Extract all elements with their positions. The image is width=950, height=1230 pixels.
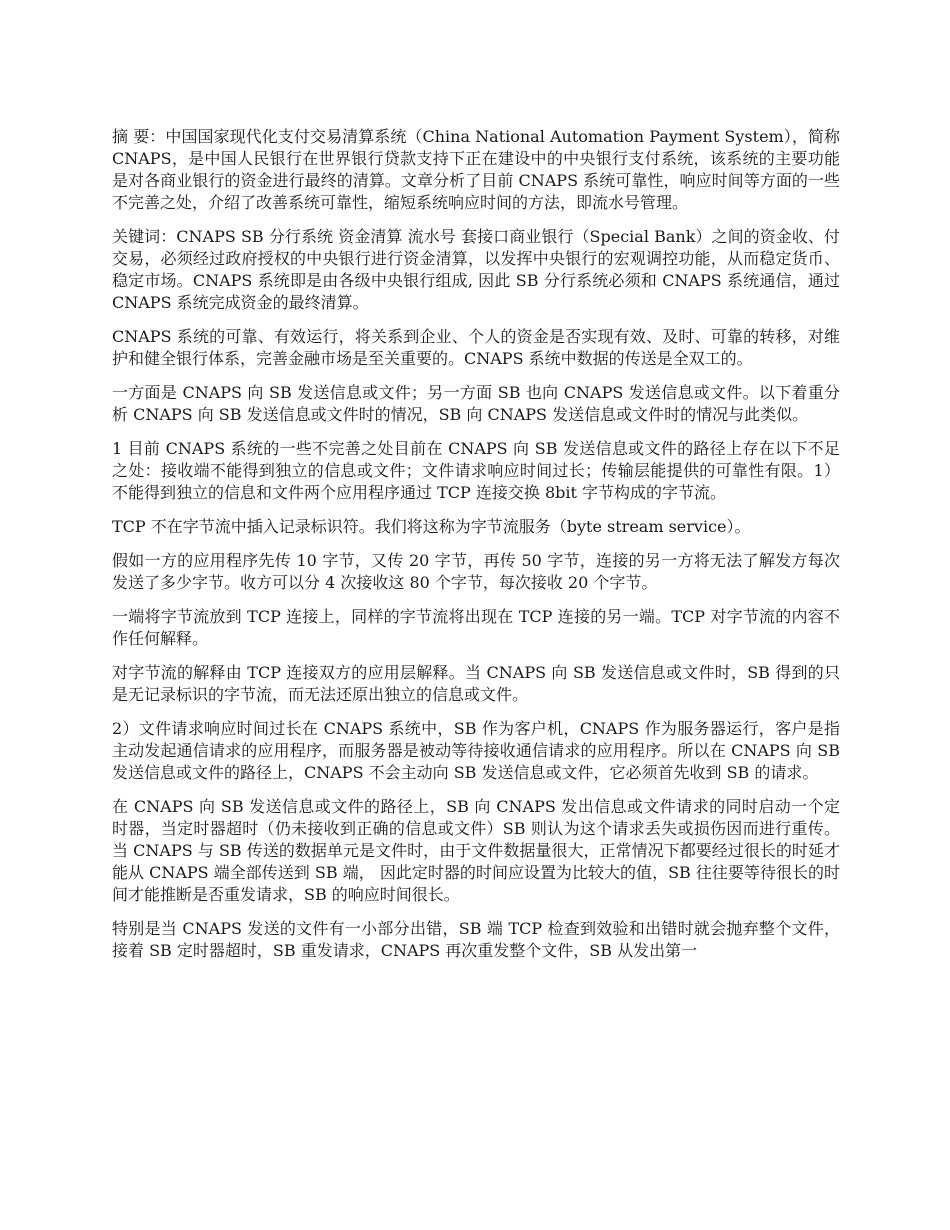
body-paragraph: 一端将字节流放到 TCP 连接上，同样的字节流将出现在 TCP 连接的另一端。TCP 对字节流的内容不作任何解释。 [112, 607, 840, 648]
body-paragraph: 对字节流的解释由 TCP 连接双方的应用层解释。当 CNAPS 向 SB 发送信息或文件时，SB 得到的只是无记录标识的字节流，而无法还原出独立的信息或文件。 [112, 663, 840, 704]
abstract-paragraph: 摘 要：中国国家现代化支付交易清算系统（China National Automation Payment System），简称 CNAPS，是中国人民银行在世界银行贷款支持下正在建设中的中央银行支付系统，该系统的主要功能是对各商业银行的资金进行最终的清算。文章分析了目前 CNAPS 系统可靠性，响应时间等方面的一些不完善之处，介绍了改善系统可靠性，缩短系统响应时间的方法，即流水号管理。 [112, 127, 840, 212]
body-paragraph: 2）文件请求响应时间过长在 CNAPS 系统中，SB 作为客户机，CNAPS 作为服务器运行，客户是指主动发起通信请求的应用程序，而服务器是被动等待接收通信请求的应用程序。所以在 CNAPS 向 SB 发送信息或文件的路径上，CNAPS 不会主动向 SB 发送信息或文件，它必须首先收到 SB 的请求。 [112, 719, 840, 782]
body-paragraph: TCP 不在字节流中插入记录标识符。我们将这称为字节流服务（byte stream service）。 [112, 517, 751, 536]
body-paragraph: 在 CNAPS 向 SB 发送信息或文件的路径上，SB 向 CNAPS 发出信息或文件请求的同时启动一个定时器，当定时器超时（仍未接收到正确的信息或文件）SB 则认为这个请求丢失或损伤因而进行重传。当 CNAPS 与 SB 传送的数据单元是文件时，由于文件数据量很大，正常情况下都要经过很长的时延才能从 CNAPS 端全部传送到 SB 端， 因此定时器的时间应设置为比较大的值，SB 往往要等待很长的时间才能推断是否重发请求，SB 的响应时间很长。 [112, 797, 840, 904]
body-paragraph: 1 目前 CNAPS 系统的一些不完善之处目前在 CNAPS 向 SB 发送信息或文件的路径上存在以下不足之处：接收端不能得到独立的信息或文件；文件请求响应时间过长；传输层能提供的可靠性有限。1） 不能得到独立的信息和文件两个应用程序通过 TCP 连接交换 8bit 字节构成的字节流。 [112, 439, 840, 502]
body-paragraph: 假如一方的应用程序先传 10 字节，又传 20 字节，再传 50 字节，连接的另一方将无法了解发方每次发送了多少字节。收方可以分 4 次接收这 80 个字节，每次接收 20 个字节。 [112, 551, 840, 592]
document-body [112, 126, 840, 974]
body-paragraph: CNAPS 系统的可靠、有效运行，将关系到企业、个人的资金是否实现有效、及时、可靠的转移，对维护和健全银行体系，完善金融市场是至关重要的。CNAPS 系统中数据的传送是全双工的。 [112, 327, 840, 368]
keywords-paragraph: 关键词：CNAPS SB 分行系统 资金清算 流水号 套接口商业银行（Special Bank）之间的资金收、付交易，必须经过政府授权的中央银行进行资金清算，以发挥中央银行的宏观调控功能，从而稳定货币、稳定市场。CNAPS 系统即是由各级中央银行组成, 因此 SB 分行系统必须和 CNAPS 系统通信，通过 CNAPS 系统完成资金的最终清算。 [112, 227, 840, 312]
body-paragraph: 一方面是 CNAPS 向 SB 发送信息或文件；另一方面 SB 也向 CNAPS 发送信息或文件。以下着重分析 CNAPS 向 SB 发送信息或文件时的情况，SB 向 CNAPS 发送信息或文件时的情况与此类似。 [112, 383, 840, 424]
body-paragraph: 特别是当 CNAPS 发送的文件有一小部分出错，SB 端 TCP 检查到效验和出错时就会抛弃整个文件，接着 SB 定时器超时，SB 重发请求，CNAPS 再次重发整个文件，SB 从发出第一 [112, 919, 840, 960]
